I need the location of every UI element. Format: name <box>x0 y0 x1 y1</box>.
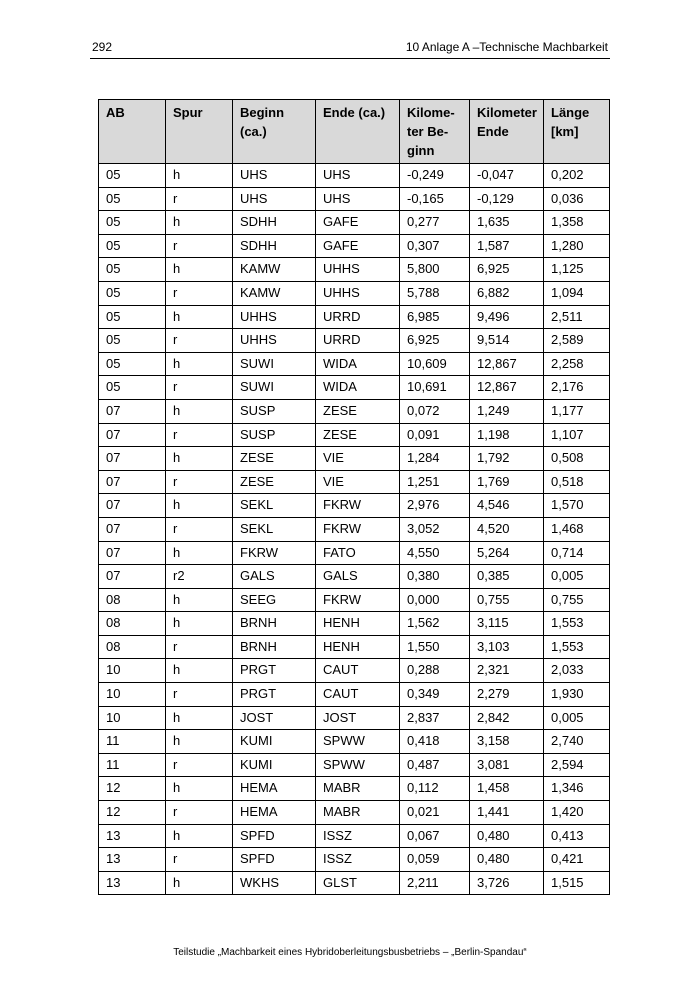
table-cell: CAUT <box>316 683 400 707</box>
table-cell: 4,520 <box>470 517 544 541</box>
table-cell: 1,458 <box>470 777 544 801</box>
table-row <box>99 164 610 188</box>
table-cell: 05 <box>99 258 166 282</box>
column-header-ende: Ende (ca.) <box>316 100 400 164</box>
table-cell: r2 <box>166 565 233 589</box>
table-cell: 0,487 <box>400 753 470 777</box>
table-row <box>99 824 610 848</box>
table-cell: 5,264 <box>470 541 544 565</box>
table-cell: 12 <box>99 801 166 825</box>
table-cell: h <box>166 659 233 683</box>
route-segment-table <box>98 99 610 895</box>
table-cell: 10 <box>99 706 166 730</box>
table-cell: UHS <box>233 187 316 211</box>
table-cell: HEMA <box>233 777 316 801</box>
table-cell: 6,925 <box>470 258 544 282</box>
table-cell: FKRW <box>233 541 316 565</box>
table-cell: 0,349 <box>400 683 470 707</box>
table-cell: 0,755 <box>544 588 610 612</box>
table-cell: 13 <box>99 848 166 872</box>
table-cell: 2,842 <box>470 706 544 730</box>
table-row <box>99 565 610 589</box>
table-cell: FATO <box>316 541 400 565</box>
table-cell: 0,059 <box>400 848 470 872</box>
table-cell: 05 <box>99 305 166 329</box>
table-cell: h <box>166 871 233 895</box>
table-cell: h <box>166 612 233 636</box>
table-cell: FKRW <box>316 588 400 612</box>
table-cell: SUSP <box>233 399 316 423</box>
table-cell: 1,125 <box>544 258 610 282</box>
table-cell: 12,867 <box>470 376 544 400</box>
table-cell: 9,496 <box>470 305 544 329</box>
table-cell: r <box>166 329 233 353</box>
table-cell: 1,635 <box>470 211 544 235</box>
table-row <box>99 541 610 565</box>
column-header-laenge: Länge [km] <box>544 100 610 164</box>
table-cell: BRNH <box>233 635 316 659</box>
table-cell: 3,115 <box>470 612 544 636</box>
table-cell: ISSZ <box>316 824 400 848</box>
table-row <box>99 352 610 376</box>
table-cell: MABR <box>316 801 400 825</box>
table-cell: ZESE <box>316 423 400 447</box>
table-cell: 07 <box>99 399 166 423</box>
table-cell: h <box>166 447 233 471</box>
table-cell: 1,420 <box>544 801 610 825</box>
page-footer: Teilstudie „Machbarkeit eines Hybridoberleitungsbusbetriebs – „Berlin-Spandau“ <box>173 947 527 958</box>
table-row <box>99 305 610 329</box>
table-cell: r <box>166 470 233 494</box>
table-cell: 05 <box>99 376 166 400</box>
table-cell: 1,553 <box>544 635 610 659</box>
table-cell: WKHS <box>233 871 316 895</box>
table-cell: 05 <box>99 164 166 188</box>
table-row <box>99 329 610 353</box>
table-cell: URRD <box>316 329 400 353</box>
table-cell: 1,177 <box>544 399 610 423</box>
table-cell: r <box>166 801 233 825</box>
table-cell: 0,036 <box>544 187 610 211</box>
table-cell: h <box>166 730 233 754</box>
table-cell: FKRW <box>316 494 400 518</box>
table-cell: 08 <box>99 635 166 659</box>
table-cell: 0,385 <box>470 565 544 589</box>
table-cell: 13 <box>99 871 166 895</box>
column-header-beginn: Beginn (ca.) <box>233 100 316 164</box>
table-cell: h <box>166 824 233 848</box>
table-cell: r <box>166 281 233 305</box>
table-header-row <box>99 100 610 164</box>
table-cell: HEMA <box>233 801 316 825</box>
table-cell: JOST <box>316 706 400 730</box>
table-cell: 1,562 <box>400 612 470 636</box>
table-cell: URRD <box>316 305 400 329</box>
table-row <box>99 423 610 447</box>
table-cell: 12 <box>99 777 166 801</box>
table-cell: 2,211 <box>400 871 470 895</box>
table-cell: 0,480 <box>470 824 544 848</box>
table-cell: 07 <box>99 470 166 494</box>
table-cell: 1,107 <box>544 423 610 447</box>
table-cell: WIDA <box>316 376 400 400</box>
table-row <box>99 612 610 636</box>
table-cell: 1,587 <box>470 234 544 258</box>
table-cell: 3,726 <box>470 871 544 895</box>
table-cell: SPFD <box>233 848 316 872</box>
table-cell: GLST <box>316 871 400 895</box>
table-cell: KAMW <box>233 258 316 282</box>
table-cell: SPWW <box>316 753 400 777</box>
table-cell: UHS <box>233 164 316 188</box>
table-cell: PRGT <box>233 659 316 683</box>
column-header-spur: Spur <box>166 100 233 164</box>
table-cell: 0,480 <box>470 848 544 872</box>
table-cell: 07 <box>99 447 166 471</box>
table-cell: 2,033 <box>544 659 610 683</box>
table-cell: VIE <box>316 470 400 494</box>
table-cell: 3,081 <box>470 753 544 777</box>
table-cell: GAFE <box>316 234 400 258</box>
table-cell: 6,985 <box>400 305 470 329</box>
table-cell: 1,198 <box>470 423 544 447</box>
table-cell: 0,005 <box>544 565 610 589</box>
table-cell: 1,553 <box>544 612 610 636</box>
table-row <box>99 871 610 895</box>
table-cell: HENH <box>316 612 400 636</box>
table-cell: 0,288 <box>400 659 470 683</box>
table-cell: ZESE <box>233 447 316 471</box>
table-cell: 12,867 <box>470 352 544 376</box>
table-row <box>99 683 610 707</box>
table-cell: 0,091 <box>400 423 470 447</box>
table-row <box>99 376 610 400</box>
table-cell: h <box>166 777 233 801</box>
table-row <box>99 777 610 801</box>
table-cell: h <box>166 211 233 235</box>
table-cell: GAFE <box>316 211 400 235</box>
table-cell: r <box>166 517 233 541</box>
table-cell: 0,380 <box>400 565 470 589</box>
column-header-kilometer-beginn: Kilome-ter Be-ginn <box>400 100 470 164</box>
table-cell: JOST <box>233 706 316 730</box>
table-cell: 2,740 <box>544 730 610 754</box>
table-cell: 1,468 <box>544 517 610 541</box>
table-cell: SEEG <box>233 588 316 612</box>
table-cell: GALS <box>233 565 316 589</box>
table-cell: SDHH <box>233 234 316 258</box>
table-cell: PRGT <box>233 683 316 707</box>
table-cell: 1,358 <box>544 211 610 235</box>
table-cell: 1,769 <box>470 470 544 494</box>
table-cell: -0,047 <box>470 164 544 188</box>
table-row <box>99 635 610 659</box>
table-cell: 5,788 <box>400 281 470 305</box>
table-cell: 07 <box>99 541 166 565</box>
table-cell: 3,158 <box>470 730 544 754</box>
table-cell: 2,976 <box>400 494 470 518</box>
table-cell: KUMI <box>233 730 316 754</box>
table-cell: MABR <box>316 777 400 801</box>
table-cell: UHHS <box>316 258 400 282</box>
table-cell: 10,609 <box>400 352 470 376</box>
table-cell: 2,279 <box>470 683 544 707</box>
table-cell: UHS <box>316 164 400 188</box>
chapter-title: 10 Anlage A –Technische Machbarkeit <box>405 40 608 54</box>
table-cell: 07 <box>99 423 166 447</box>
page-header <box>90 40 610 59</box>
table-cell: 1,280 <box>544 234 610 258</box>
table-body <box>99 164 610 895</box>
table-cell: UHHS <box>316 281 400 305</box>
table-cell: SUSP <box>233 423 316 447</box>
table-cell: r <box>166 376 233 400</box>
table-cell: 07 <box>99 517 166 541</box>
table-row <box>99 588 610 612</box>
table-cell: 07 <box>99 494 166 518</box>
table-cell: 2,176 <box>544 376 610 400</box>
table-cell: 1,249 <box>470 399 544 423</box>
table-cell: 6,925 <box>400 329 470 353</box>
table-cell: 08 <box>99 612 166 636</box>
table-cell: KAMW <box>233 281 316 305</box>
table-cell: 05 <box>99 329 166 353</box>
table-cell: 3,052 <box>400 517 470 541</box>
table-cell: 0,072 <box>400 399 470 423</box>
table-cell: BRNH <box>233 612 316 636</box>
table-row <box>99 187 610 211</box>
table-cell: 2,589 <box>544 329 610 353</box>
table-cell: r <box>166 683 233 707</box>
table-cell: r <box>166 753 233 777</box>
table-cell: 1,346 <box>544 777 610 801</box>
table-row <box>99 447 610 471</box>
table-cell: WIDA <box>316 352 400 376</box>
table-cell: 2,321 <box>470 659 544 683</box>
table-cell: 1,094 <box>544 281 610 305</box>
table-cell: SEKL <box>233 517 316 541</box>
table-cell: h <box>166 494 233 518</box>
table-cell: 05 <box>99 211 166 235</box>
page-number: 292 <box>92 40 113 54</box>
table-cell: 10 <box>99 683 166 707</box>
table-row <box>99 706 610 730</box>
table-cell: -0,249 <box>400 164 470 188</box>
table-cell: ZESE <box>316 399 400 423</box>
table-cell: FKRW <box>316 517 400 541</box>
table-cell: r <box>166 234 233 258</box>
table-cell: 9,514 <box>470 329 544 353</box>
table-cell: SDHH <box>233 211 316 235</box>
table-cell: KUMI <box>233 753 316 777</box>
table-cell: SUWI <box>233 376 316 400</box>
table-cell: 2,258 <box>544 352 610 376</box>
table-cell: 05 <box>99 187 166 211</box>
table-cell: 1,284 <box>400 447 470 471</box>
table-cell: 5,800 <box>400 258 470 282</box>
table-cell: VIE <box>316 447 400 471</box>
table-cell: 13 <box>99 824 166 848</box>
table-row <box>99 281 610 305</box>
table-cell: 1,515 <box>544 871 610 895</box>
table-cell: 08 <box>99 588 166 612</box>
table-cell: 07 <box>99 565 166 589</box>
table-cell: SPFD <box>233 824 316 848</box>
table-row <box>99 730 610 754</box>
table-cell: GALS <box>316 565 400 589</box>
table-row <box>99 659 610 683</box>
table-cell: 4,550 <box>400 541 470 565</box>
column-header-kilometer-ende: Kilometer Ende <box>470 100 544 164</box>
table-cell: r <box>166 423 233 447</box>
table-cell: r <box>166 187 233 211</box>
table-cell: 11 <box>99 730 166 754</box>
table-cell: 0,277 <box>400 211 470 235</box>
table-cell: CAUT <box>316 659 400 683</box>
table-cell: 10 <box>99 659 166 683</box>
table-cell: 0,005 <box>544 706 610 730</box>
table-cell: 1,550 <box>400 635 470 659</box>
table-cell: 0,202 <box>544 164 610 188</box>
table-cell: h <box>166 164 233 188</box>
table-cell: -0,165 <box>400 187 470 211</box>
table-cell: 6,882 <box>470 281 544 305</box>
table-cell: UHHS <box>233 329 316 353</box>
table-cell: h <box>166 399 233 423</box>
table-cell: h <box>166 352 233 376</box>
table-cell: 4,546 <box>470 494 544 518</box>
table-cell: h <box>166 706 233 730</box>
column-header-ab: AB <box>99 100 166 164</box>
table-cell: 10,691 <box>400 376 470 400</box>
table-cell: 0,021 <box>400 801 470 825</box>
table-cell: 0,112 <box>400 777 470 801</box>
table-cell: h <box>166 541 233 565</box>
table-cell: 05 <box>99 352 166 376</box>
table-cell: 1,441 <box>470 801 544 825</box>
table-cell: HENH <box>316 635 400 659</box>
table-cell: 0,307 <box>400 234 470 258</box>
table-cell: h <box>166 258 233 282</box>
table-row <box>99 517 610 541</box>
table-cell: 2,511 <box>544 305 610 329</box>
table-cell: 1,251 <box>400 470 470 494</box>
table-cell: 0,418 <box>400 730 470 754</box>
table-cell: SUWI <box>233 352 316 376</box>
table-cell: 1,792 <box>470 447 544 471</box>
table-cell: 1,570 <box>544 494 610 518</box>
table-cell: SPWW <box>316 730 400 754</box>
table-cell: 0,508 <box>544 447 610 471</box>
table-row <box>99 211 610 235</box>
table-cell: 11 <box>99 753 166 777</box>
table-cell: 05 <box>99 281 166 305</box>
table-cell: 0,518 <box>544 470 610 494</box>
table-cell: UHHS <box>233 305 316 329</box>
table-cell: h <box>166 305 233 329</box>
table-cell: ISSZ <box>316 848 400 872</box>
table-cell: h <box>166 588 233 612</box>
table-cell: ZESE <box>233 470 316 494</box>
table-row <box>99 753 610 777</box>
table-cell: 2,594 <box>544 753 610 777</box>
table-cell: 0,714 <box>544 541 610 565</box>
table-cell: 0,413 <box>544 824 610 848</box>
table-cell: 2,837 <box>400 706 470 730</box>
table-cell: 3,103 <box>470 635 544 659</box>
table-cell: 0,067 <box>400 824 470 848</box>
table-row <box>99 494 610 518</box>
table-cell: r <box>166 635 233 659</box>
table-cell: 0,755 <box>470 588 544 612</box>
table-row <box>99 399 610 423</box>
table-cell: SEKL <box>233 494 316 518</box>
table-row <box>99 258 610 282</box>
table-cell: 05 <box>99 234 166 258</box>
table-row <box>99 848 610 872</box>
table-cell: 0,000 <box>400 588 470 612</box>
table-row <box>99 234 610 258</box>
table-cell: UHS <box>316 187 400 211</box>
table-cell: 1,930 <box>544 683 610 707</box>
table-row <box>99 801 610 825</box>
table-cell: r <box>166 848 233 872</box>
table-row <box>99 470 610 494</box>
table-cell: -0,129 <box>470 187 544 211</box>
table-cell: 0,421 <box>544 848 610 872</box>
